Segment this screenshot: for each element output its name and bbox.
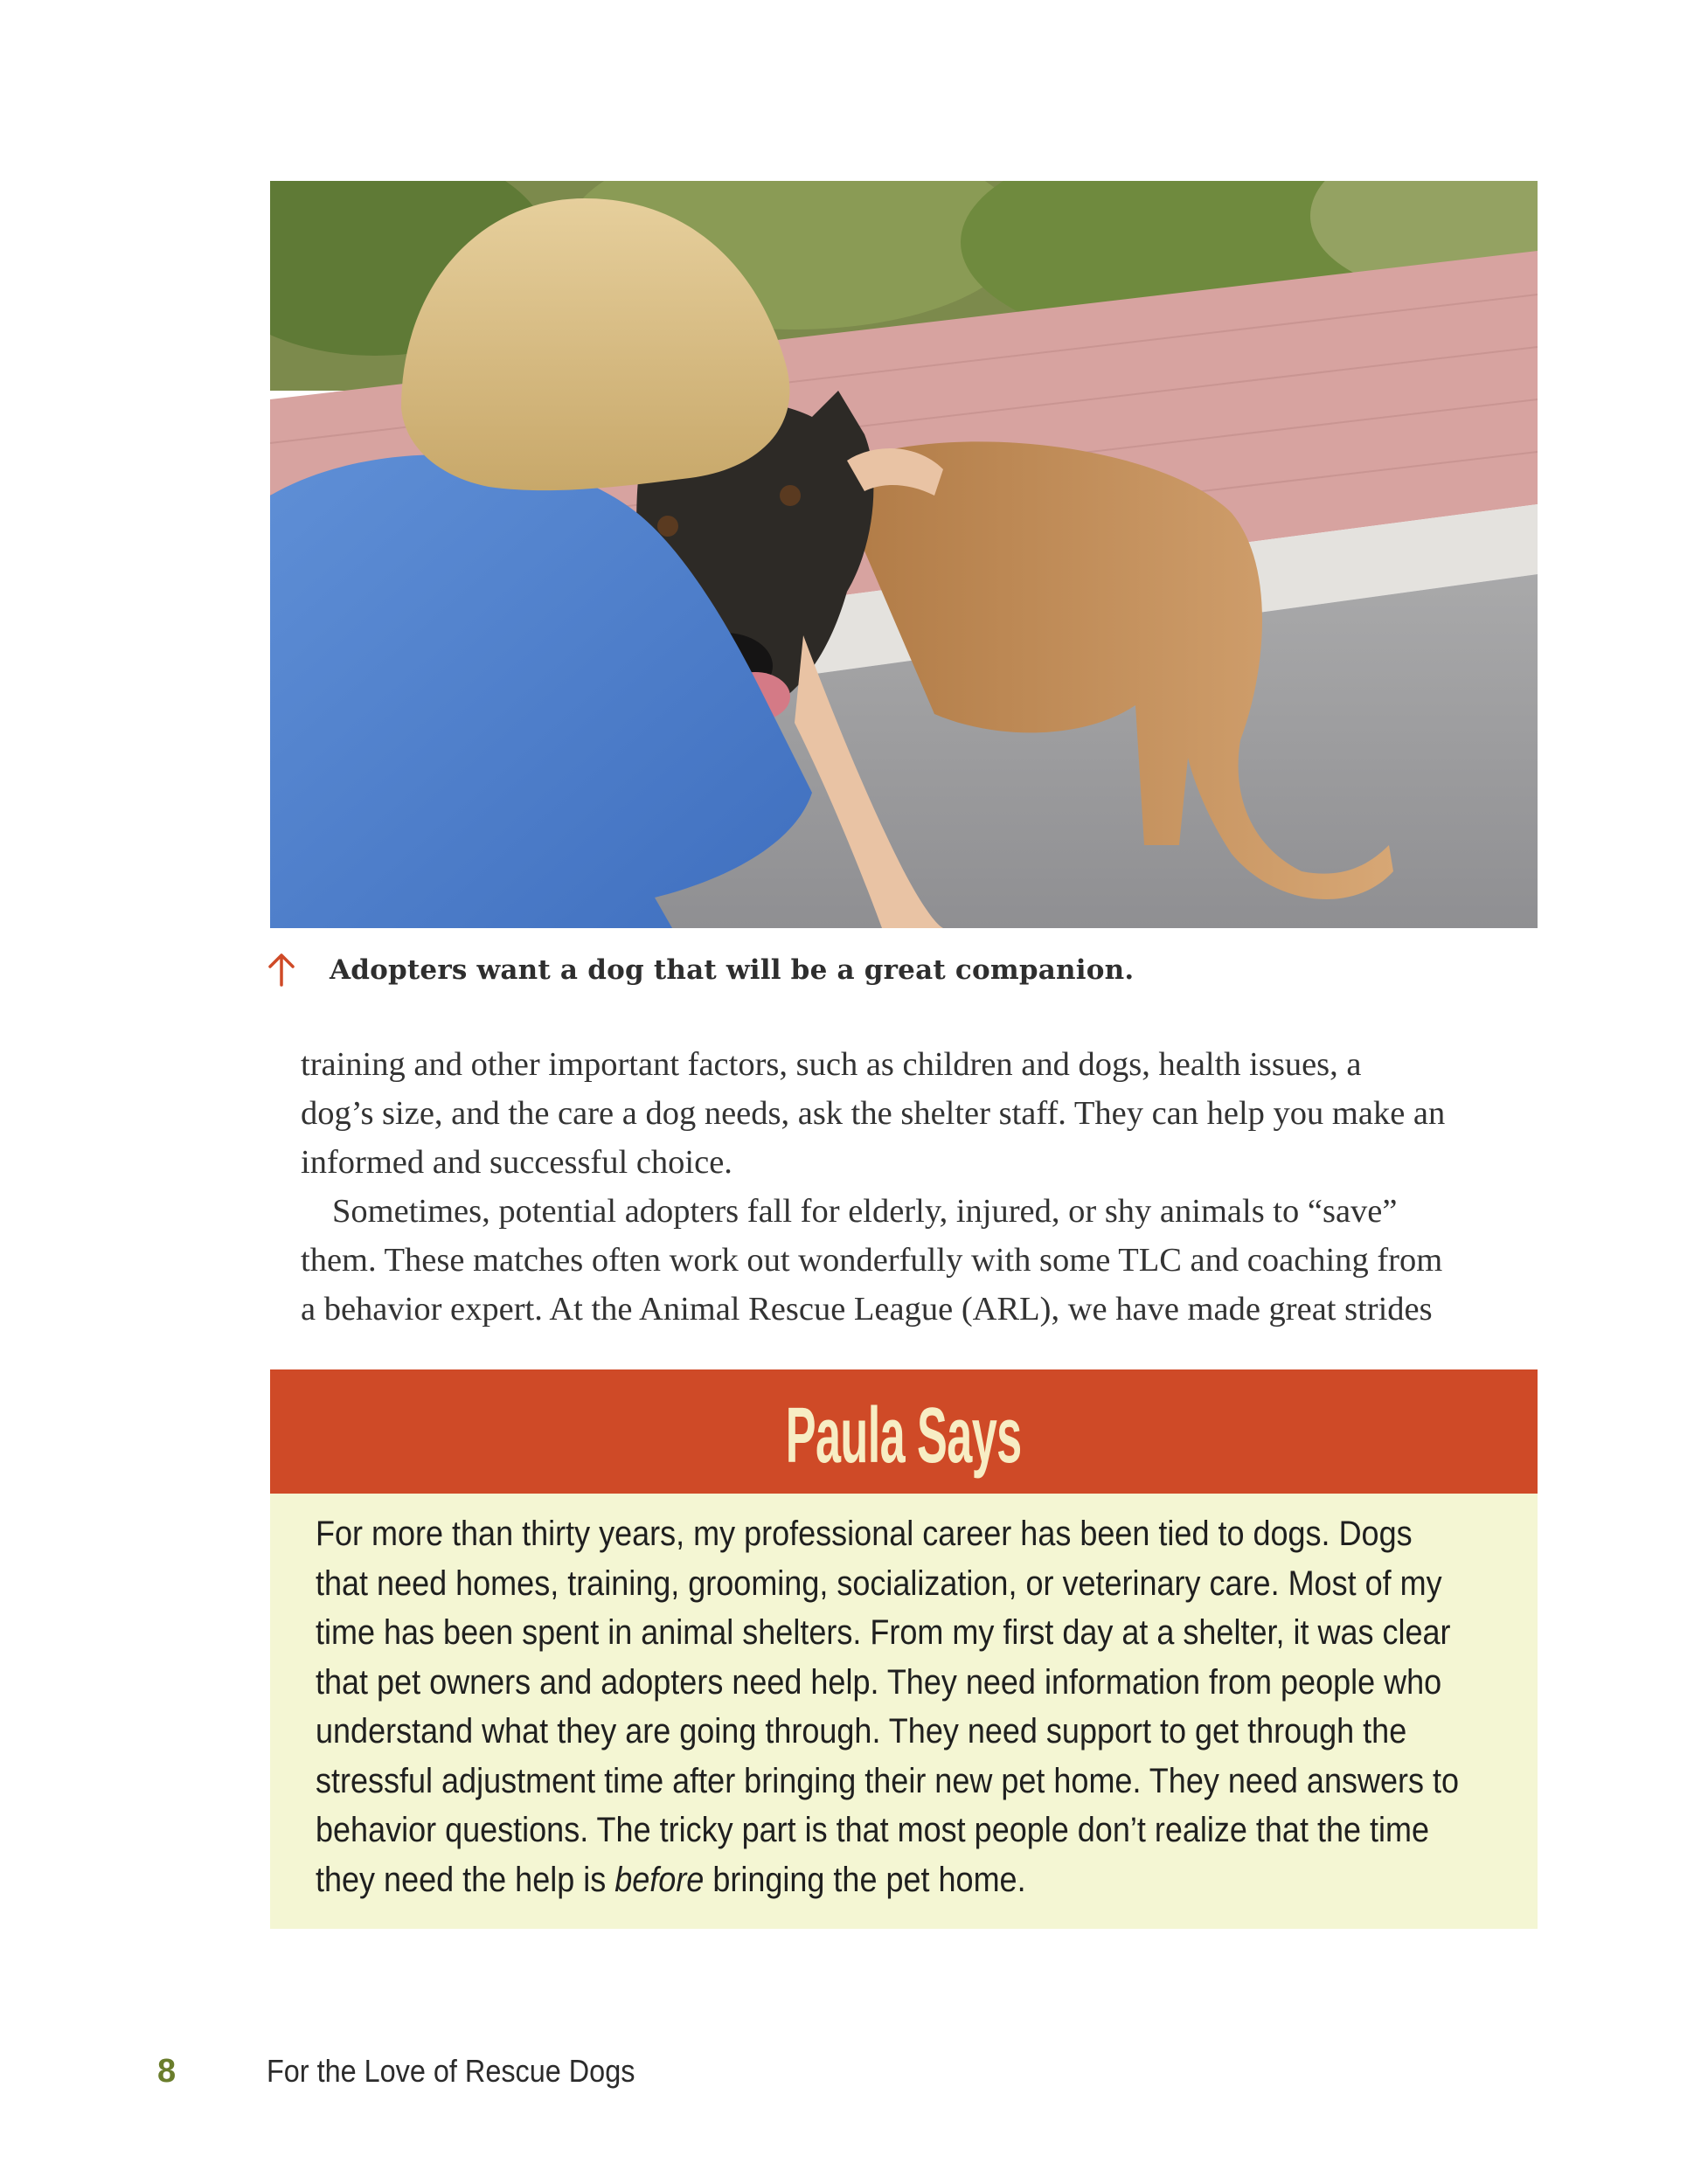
sidebar-line-last: [316, 1855, 1384, 1905]
sidebar-line: For more than thirty years, my professional career has been tied to dogs. Dogs: [316, 1515, 1413, 1553]
sidebar-last-post: bringing the pet home.: [704, 1860, 1026, 1899]
body-line: them. These matches often work out wonderfully with some TLC and coaching from: [301, 1242, 1443, 1279]
body-text: [301, 1040, 1542, 1334]
book-title: For the Love of Rescue Dogs: [267, 2053, 635, 2089]
sidebar-header: [270, 1369, 1538, 1494]
sidebar-line: behavior questions. The tricky part is that most people don’t realize that the time: [316, 1811, 1430, 1849]
arrow-up-icon: [267, 953, 296, 988]
sidebar-last-pre: they need the help is: [316, 1860, 615, 1899]
sidebar-line: time has been spent in animal shelters. From my first day at a shelter, it was clear: [316, 1613, 1451, 1652]
paula-says-sidebar: [270, 1369, 1538, 1929]
page-number: 8: [157, 2052, 177, 2090]
body-line: informed and successful choice.: [301, 1144, 732, 1181]
photo-woman-hugging-dog: [270, 181, 1538, 928]
body-line: a behavior expert. At the Animal Rescue League (ARL), we have made great strides: [301, 1291, 1433, 1328]
sidebar-line: that pet owners and adopters need help. They need information from people who: [316, 1662, 1442, 1702]
photo-caption: [267, 948, 1543, 992]
body-line: training and other important factors, such as children and dogs, health issues, a: [301, 1046, 1362, 1083]
body-line: Sometimes, potential adopters fall for elderly, injured, or shy animals to “save”: [332, 1193, 1398, 1230]
page-footer: [157, 2049, 676, 2093]
sidebar-line: stressful adjustment time after bringing their new pet home. They need answers to: [316, 1761, 1460, 1800]
sidebar-body: [270, 1494, 1538, 1904]
sidebar-last-emphasis: before: [614, 1860, 705, 1899]
sidebar-line: understand what they are going through. They need support to get through the: [316, 1712, 1407, 1751]
sidebar-line: that need homes, training, grooming, socialization, or veterinary care. Most of my: [316, 1563, 1442, 1603]
body-line: dog’s size, and the care a dog needs, ask the shelter staff. They can help you make an: [301, 1095, 1446, 1132]
caption-text: Adopters want a dog that will be a great companion.: [330, 954, 1135, 986]
sidebar-title: Paula Says: [786, 1391, 1022, 1480]
